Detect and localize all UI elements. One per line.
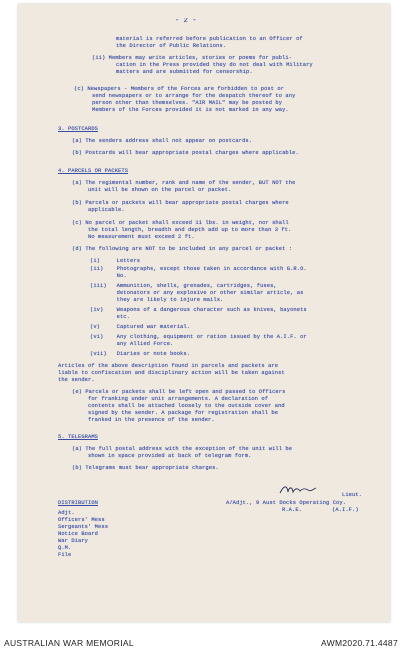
body-line: liable to confiscation and disciplinary action will be taken against <box>58 370 285 376</box>
distribution-item: Adjt. <box>58 510 75 516</box>
list-item: (ii) Photographs, except those taken in accordance with G.R.O. <box>90 266 307 272</box>
distribution-item: Notice Board <box>58 531 99 537</box>
body-line: (c) Newspapers - Members of the Forces are forbidden to post or <box>74 86 285 92</box>
accession-number: AWM2020.71.4487 <box>321 638 398 648</box>
distribution-item: File <box>58 552 72 558</box>
section-heading-telegrams: 5. TELEGRAMS <box>58 434 99 440</box>
signatory-unit: R.A.E. <box>282 507 303 513</box>
body-line: (a) The full postal address with the exception of the unit will be <box>72 446 293 452</box>
list-item: (vi) Any clothing, equipment or ration issued by the A.I.F. or <box>90 334 307 340</box>
list-item: (vii) Diaries or note books. <box>90 351 191 357</box>
body-line: (c) No parcel or packet shall exceed 11 lbs. in weight, nor shall <box>72 220 289 226</box>
body-line: person other than themselves. "AIR MAIL" may be posted by <box>92 100 283 106</box>
body-line: unit will be shown on the parcel or packet. <box>88 187 232 193</box>
body-line: material is referred before publication to an Officer of <box>116 36 303 42</box>
handwritten-signature <box>278 483 318 497</box>
archive-caption-bar <box>0 632 404 653</box>
section-heading-parcels: 4. PARCELS OR PACKETS <box>58 168 129 174</box>
body-line: contents shall be attached loosely to the outside cover and <box>88 403 285 409</box>
body-line: matters and are submitted for censorship. <box>116 69 253 75</box>
signatory-rank: Lieut. <box>342 492 363 498</box>
distribution-item: Q.M. <box>58 545 72 551</box>
list-item: (v) Captured war material. <box>90 324 191 330</box>
list-item: detonators or any explosive or other similar article, as <box>90 290 304 296</box>
body-line: (ii) Members may write articles, stories or poems for publi- <box>92 55 293 61</box>
distribution-item: War Diary <box>58 538 89 544</box>
body-line: cation in the Press provided they do not deal with Military <box>116 62 313 68</box>
signatory-appointment: A/Adjt., 9 Aust Docks Operating Coy. <box>226 500 347 506</box>
body-line: No measurement must exceed 2 ft. <box>88 234 195 240</box>
body-line: (e) Parcels or packets shall be left open and passed to Officers <box>72 389 286 395</box>
body-line: (d) The following are NOT to be included in any parcel or packet : <box>72 246 293 252</box>
list-item: they are likely to injure mails. <box>90 297 224 303</box>
body-line: (a) The regimental number, rank and name of the sender, BUT NOT the <box>72 180 296 186</box>
body-line: Articles of the above description found in parcels and packets are <box>58 363 279 369</box>
archive-name: AUSTRALIAN WAR MEMORIAL <box>4 638 134 648</box>
body-line: applicable. <box>88 207 125 213</box>
list-item: any Allied Force. <box>90 341 174 347</box>
signatory-bracket: (A.I.F.) <box>332 507 359 513</box>
body-line: franked in the presence of the sender. <box>88 417 215 423</box>
body-line: signed by the sender. A package for registration shall be <box>88 410 279 416</box>
body-line: (a) The senders address shall not appear on postcards. <box>72 138 253 144</box>
section-heading-postcards: 3. POSTCARDS <box>58 126 99 132</box>
distribution-item: Sergeants' Mess <box>58 524 109 530</box>
body-line: shown in space provided at back of telegram form. <box>88 453 252 459</box>
list-item: (i) Letters <box>90 258 141 264</box>
body-line: Members of the Forces provided it is not marked in any way. <box>92 107 289 113</box>
body-line: for franking under unit arrangements. A declaration of <box>88 396 269 402</box>
list-item: No. <box>90 273 127 279</box>
distribution-item: Officers' Mess <box>58 517 105 523</box>
body-line: (b) Postcards will bear appropriate postal charges where applicable. <box>72 150 299 156</box>
list-item: (iii) Ammunition, shells, grenades, cartridges, fuses, <box>90 283 277 289</box>
body-line: (b) Telegrams must bear appropriate charges. <box>72 465 219 471</box>
distribution-heading: DISTRIBUTION <box>58 500 99 506</box>
body-line: (b) Parcels or packets will bear appropriate postal charges where <box>72 200 289 206</box>
body-line: the Director of Public Relations. <box>116 43 227 49</box>
page-number: - 2 - <box>175 18 197 25</box>
body-line: send newspapers or to arrange for the despatch thereof to any <box>92 93 296 99</box>
list-item: (iv) Weapons of a dangerous character such as knives, bayonets <box>90 307 307 313</box>
body-line: the sender. <box>58 377 95 383</box>
list-item: etc. <box>90 314 131 320</box>
body-line: the total length, breadth and depth add up to more than 3 ft. <box>88 227 292 233</box>
